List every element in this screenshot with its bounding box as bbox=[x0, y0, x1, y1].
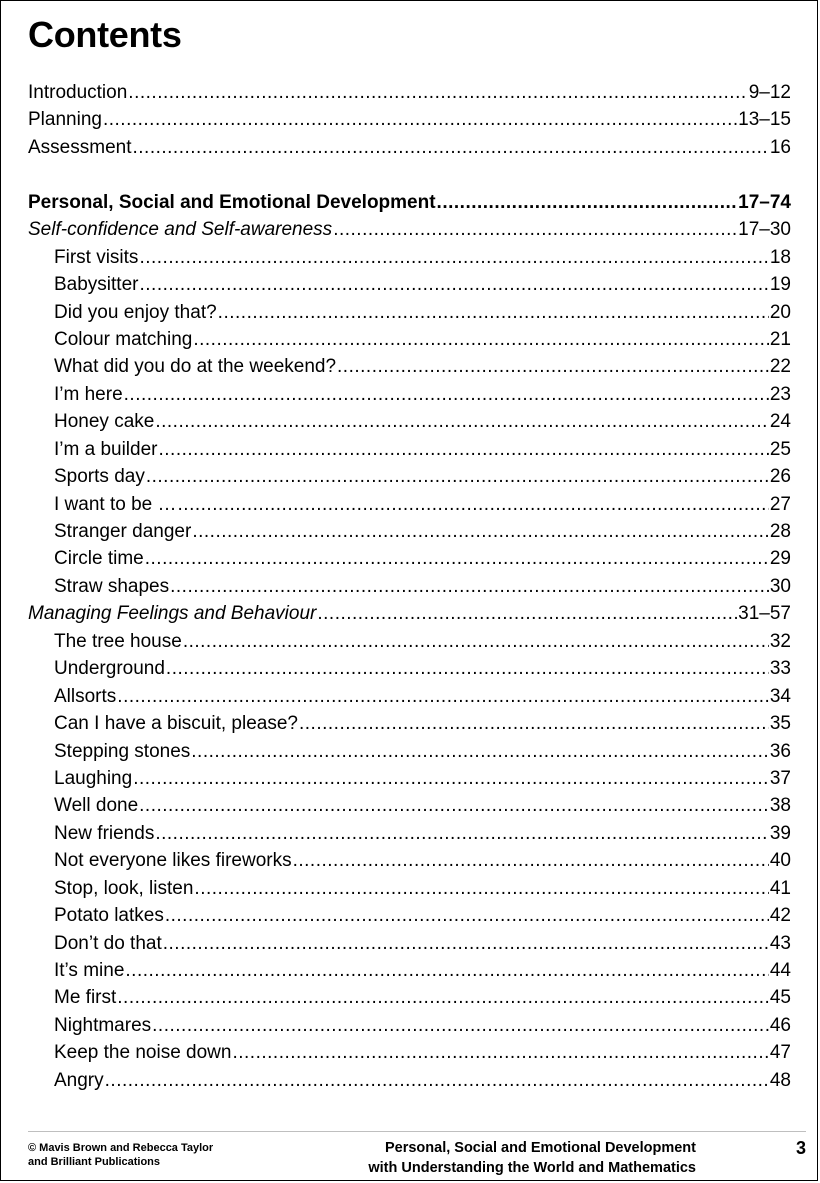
dot-leader bbox=[125, 960, 768, 982]
toc-entry bbox=[28, 713, 791, 740]
copyright-line-1: © Mavis Brown and Rebecca Taylor bbox=[28, 1142, 214, 1154]
toc-entry-page: 40 bbox=[769, 850, 791, 872]
toc-entry-page: 48 bbox=[769, 1069, 791, 1091]
toc-entry-title: I’m here bbox=[54, 383, 123, 405]
toc-entry bbox=[28, 960, 791, 987]
toc-entry-page: 43 bbox=[769, 932, 791, 954]
toc-entry-title: I’m a builder bbox=[54, 438, 158, 460]
page-title: Contents bbox=[28, 14, 182, 55]
book-title-line-2: with Understanding the World and Mathematics bbox=[368, 1160, 696, 1176]
toc-entry-title: Introduction bbox=[28, 82, 128, 103]
toc-entry bbox=[28, 576, 791, 603]
toc-entry bbox=[28, 192, 791, 219]
toc-entry bbox=[28, 494, 791, 521]
toc-entry bbox=[28, 109, 791, 136]
book-title-line-1: Personal, Social and Emotional Development bbox=[384, 1140, 696, 1156]
toc-entry bbox=[28, 905, 791, 932]
dot-leader bbox=[170, 576, 769, 598]
dot-leader bbox=[146, 466, 769, 488]
toc-entry bbox=[28, 933, 791, 960]
toc-entry bbox=[28, 466, 791, 493]
dot-leader bbox=[117, 686, 769, 708]
toc-entry bbox=[28, 439, 791, 466]
toc-entry-title: Stepping stones bbox=[54, 740, 191, 762]
dot-leader bbox=[132, 137, 768, 159]
dot-leader bbox=[139, 247, 768, 269]
toc-entry bbox=[28, 1015, 791, 1042]
toc-entry bbox=[28, 1070, 791, 1097]
dot-leader bbox=[183, 631, 769, 653]
toc-entry-page: 26 bbox=[769, 466, 791, 488]
toc-entry bbox=[28, 878, 791, 905]
toc-entry-page: 45 bbox=[769, 987, 791, 1009]
dot-leader bbox=[337, 356, 769, 378]
dot-leader bbox=[192, 521, 769, 543]
toc-entry bbox=[28, 548, 791, 575]
dot-leader bbox=[194, 878, 768, 900]
toc-entry-title: Babysitter bbox=[54, 274, 139, 296]
dot-leader bbox=[178, 494, 769, 516]
toc-entry bbox=[28, 411, 791, 438]
toc-entry-title: I want to be … bbox=[54, 493, 177, 515]
toc-entry bbox=[28, 658, 791, 685]
toc-entry-page: 37 bbox=[769, 767, 791, 789]
dot-leader bbox=[218, 302, 769, 324]
toc-entry-title: Well done bbox=[54, 795, 139, 817]
toc-entry-title: New friends bbox=[54, 822, 155, 844]
toc-entry bbox=[28, 1042, 791, 1069]
toc-entry-page: 31–57 bbox=[738, 603, 791, 625]
toc-entry-page: 13–15 bbox=[738, 109, 791, 131]
dot-leader bbox=[191, 741, 769, 763]
toc-entry-title: Sports day bbox=[54, 466, 145, 488]
toc-entry bbox=[28, 82, 791, 109]
toc-entry-page: 38 bbox=[769, 795, 791, 817]
dot-leader bbox=[133, 768, 769, 790]
toc-entry-page: 25 bbox=[769, 438, 791, 460]
toc-entry-title: The tree house bbox=[54, 630, 182, 652]
toc-entry-page: 41 bbox=[769, 877, 791, 899]
footer-book-title bbox=[368, 1138, 696, 1178]
dot-leader bbox=[124, 384, 769, 406]
toc-entry-title: It’s mine bbox=[54, 960, 125, 981]
dot-leader bbox=[293, 850, 769, 872]
toc-entry-page: 23 bbox=[769, 383, 791, 405]
toc-entry bbox=[28, 603, 791, 630]
toc-entry bbox=[28, 384, 791, 411]
dot-leader bbox=[105, 1070, 769, 1092]
toc-entry-title: Straw shapes bbox=[54, 575, 170, 597]
toc-entry-title: Not everyone likes fireworks bbox=[54, 850, 292, 872]
toc-entry-title: Honey cake bbox=[54, 411, 155, 433]
toc-entry-title: First visits bbox=[54, 246, 139, 268]
dot-leader bbox=[145, 548, 769, 570]
dot-leader bbox=[193, 329, 769, 351]
toc-entry bbox=[28, 521, 791, 548]
toc-entry-page: 27 bbox=[769, 493, 791, 515]
toc-entry-page: 24 bbox=[769, 411, 791, 433]
footer-divider bbox=[28, 1131, 806, 1132]
toc-entry-title: Angry bbox=[54, 1069, 104, 1091]
toc-entry-page: 19 bbox=[769, 274, 791, 296]
toc-entry-page: 29 bbox=[769, 548, 791, 570]
toc-entry-page: 18 bbox=[769, 246, 791, 268]
toc-entry-page: 17–30 bbox=[738, 219, 791, 241]
toc-entry bbox=[28, 686, 791, 713]
dot-leader bbox=[152, 1015, 769, 1037]
toc-entry-title: What did you do at the weekend? bbox=[54, 356, 337, 378]
toc-entry-title: Personal, Social and Emotional Development bbox=[28, 191, 436, 213]
toc-entry-page: 34 bbox=[769, 685, 791, 707]
toc-entry-title: Circle time bbox=[54, 548, 144, 570]
toc-entry-page: 42 bbox=[769, 905, 791, 927]
toc-entry bbox=[28, 987, 791, 1014]
toc-entry-page: 33 bbox=[769, 658, 791, 680]
toc-entry-page: 17–74 bbox=[738, 191, 791, 213]
toc-entry-title: Planning bbox=[28, 109, 102, 131]
toc-entry-title: Can I have a biscuit, please? bbox=[54, 713, 298, 735]
toc-entry bbox=[28, 741, 791, 768]
toc-entry-page: 36 bbox=[769, 740, 791, 762]
dot-leader bbox=[139, 274, 768, 296]
toc-entry bbox=[28, 631, 791, 658]
toc-entry bbox=[28, 219, 791, 246]
toc-entry bbox=[28, 823, 791, 850]
toc-entry bbox=[28, 247, 791, 274]
dot-leader bbox=[437, 192, 738, 214]
toc-entry-page: 22 bbox=[769, 356, 791, 378]
toc-entry-title: Did you enjoy that? bbox=[54, 301, 217, 323]
toc-entry-title: Underground bbox=[54, 658, 165, 680]
table-of-contents bbox=[28, 82, 791, 1097]
dot-leader bbox=[128, 82, 747, 104]
toc-entry-page: 20 bbox=[769, 301, 791, 323]
toc-entry-title: Keep the noise down bbox=[54, 1042, 232, 1064]
toc-entry-page: 16 bbox=[769, 136, 791, 158]
toc-entry-page: 35 bbox=[769, 713, 791, 735]
dot-leader bbox=[299, 713, 769, 735]
dot-leader bbox=[159, 439, 769, 461]
dot-leader bbox=[155, 823, 769, 845]
toc-entry-title: Allsorts bbox=[54, 685, 117, 707]
toc-entry-page: 28 bbox=[769, 521, 791, 542]
toc-entry-title: Self-confidence and Self-awareness bbox=[28, 219, 333, 241]
toc-entry-title: Nightmares bbox=[54, 1014, 152, 1036]
dot-leader bbox=[155, 411, 769, 433]
copyright-line-2: and Brilliant Publications bbox=[28, 1156, 161, 1168]
toc-entry-page: 44 bbox=[769, 960, 791, 981]
toc-entry bbox=[28, 795, 791, 822]
toc-entry-title: Don’t do that bbox=[54, 932, 162, 954]
toc-entry-title: Stop, look, listen bbox=[54, 877, 194, 899]
toc-entry bbox=[28, 137, 791, 164]
dot-leader bbox=[232, 1042, 768, 1064]
toc-entry-title: Assessment bbox=[28, 136, 132, 158]
dot-leader bbox=[165, 905, 769, 927]
dot-leader bbox=[163, 933, 769, 955]
toc-entry-page: 21 bbox=[769, 328, 791, 350]
toc-entry-page: 39 bbox=[769, 822, 791, 844]
footer-copyright bbox=[28, 1141, 213, 1169]
toc-entry-title: Colour matching bbox=[54, 328, 193, 350]
toc-entry-page: 30 bbox=[769, 575, 791, 597]
toc-entry bbox=[28, 274, 791, 301]
toc-entry-title: Managing Feelings and Behaviour bbox=[28, 603, 317, 625]
dot-leader bbox=[166, 658, 769, 680]
dot-leader bbox=[333, 219, 737, 241]
toc-entry-title: Me first bbox=[54, 987, 117, 1009]
dot-leader bbox=[117, 987, 769, 1009]
toc-entry-title: Laughing bbox=[54, 767, 133, 789]
toc-entry-page: 46 bbox=[769, 1014, 791, 1036]
toc-entry bbox=[28, 850, 791, 877]
toc-entry-page: 47 bbox=[769, 1042, 791, 1064]
toc-entry-page: 32 bbox=[769, 630, 791, 652]
dot-leader bbox=[103, 109, 737, 131]
toc-entry bbox=[28, 356, 791, 383]
page-number: 3 bbox=[795, 1138, 806, 1158]
toc-entry-page: 9–12 bbox=[748, 82, 791, 103]
toc-entry bbox=[28, 329, 791, 356]
dot-leader bbox=[139, 795, 769, 817]
dot-leader bbox=[317, 603, 737, 625]
toc-entry bbox=[28, 768, 791, 795]
toc-entry-title: Stranger danger bbox=[54, 521, 192, 542]
toc-entry bbox=[28, 302, 791, 329]
toc-entry-title: Potato latkes bbox=[54, 905, 164, 927]
